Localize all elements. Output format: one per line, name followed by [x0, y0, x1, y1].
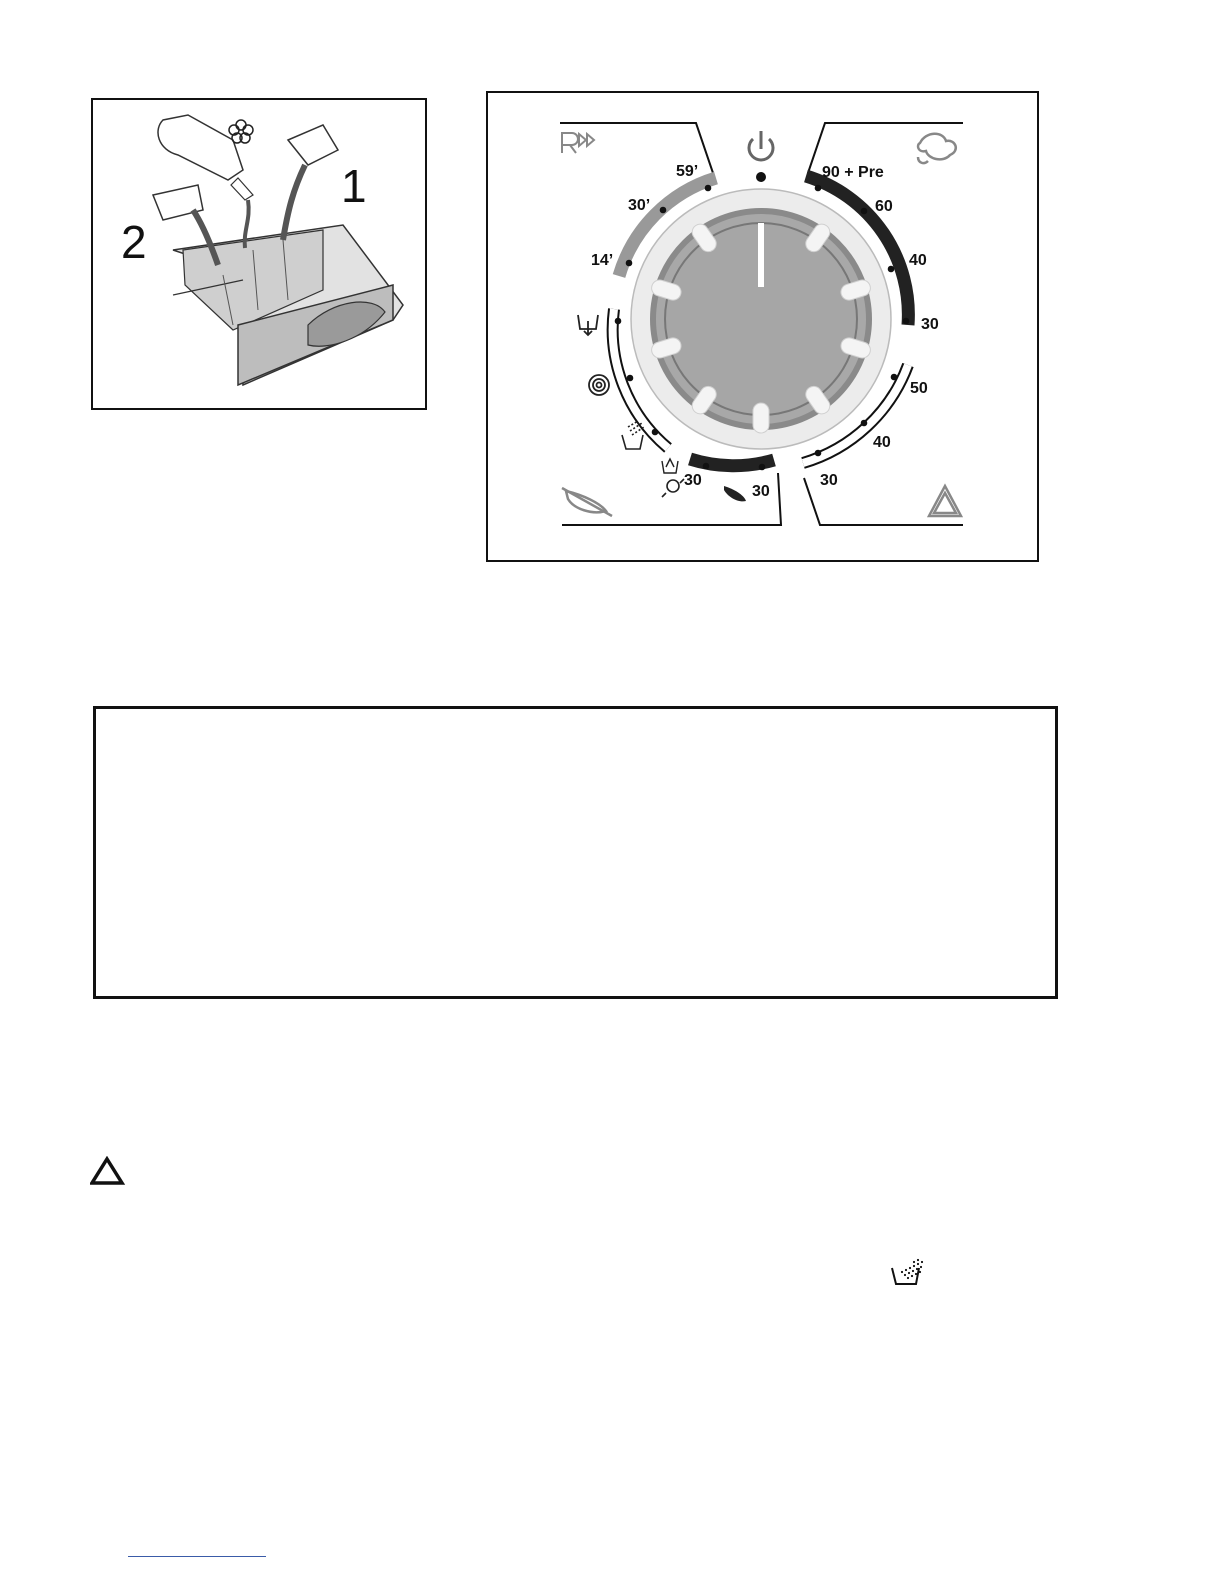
- synthetic-temp-50: 50: [910, 380, 928, 397]
- footer-rule: [128, 1556, 266, 1557]
- cotton-temp-60: 60: [875, 198, 893, 215]
- wool-icon: [662, 479, 684, 497]
- cotton-temp-40: 40: [909, 252, 927, 269]
- rapid-wash-icon: [562, 133, 594, 153]
- synthetic-temp-30: 30: [820, 472, 838, 489]
- handwash-temp-30: 30: [684, 472, 702, 489]
- blank-info-box: [93, 706, 1058, 999]
- synthetics-triangle-icon: [929, 486, 961, 516]
- delicates-icon: [562, 488, 612, 516]
- power-indicator-dot: [756, 172, 766, 182]
- program-dial-figure: [486, 91, 1039, 562]
- synthetic-temp-40: 40: [873, 434, 891, 451]
- power-icon: [749, 131, 773, 160]
- cotton-icon: [918, 134, 956, 163]
- warning-triangle-icon: [90, 1156, 126, 1186]
- cotton-temp-30: 30: [921, 316, 939, 333]
- rinse-icon: [888, 1256, 928, 1288]
- spin-icon: [589, 375, 609, 395]
- program-knob[interactable]: [631, 189, 891, 449]
- softener-flower-icon: [229, 120, 253, 143]
- dispenser-illustration: [93, 100, 425, 408]
- handwash-icon: [662, 459, 678, 473]
- quick-time-30: 30’: [628, 197, 651, 214]
- cotton-temp-90-pre: 90 + Pre: [822, 164, 884, 181]
- quick-time-14: 14’: [591, 252, 614, 269]
- dispenser-figure: [91, 98, 427, 410]
- quick-time-59: 59’: [676, 163, 699, 180]
- compartment-label-2: 2: [121, 216, 147, 268]
- feather-icon: [724, 486, 746, 501]
- delicates-temp-30: 30: [752, 483, 770, 500]
- drain-icon: [578, 315, 598, 335]
- dial-illustration: [488, 93, 1037, 560]
- compartment-label-1: 1: [341, 160, 367, 212]
